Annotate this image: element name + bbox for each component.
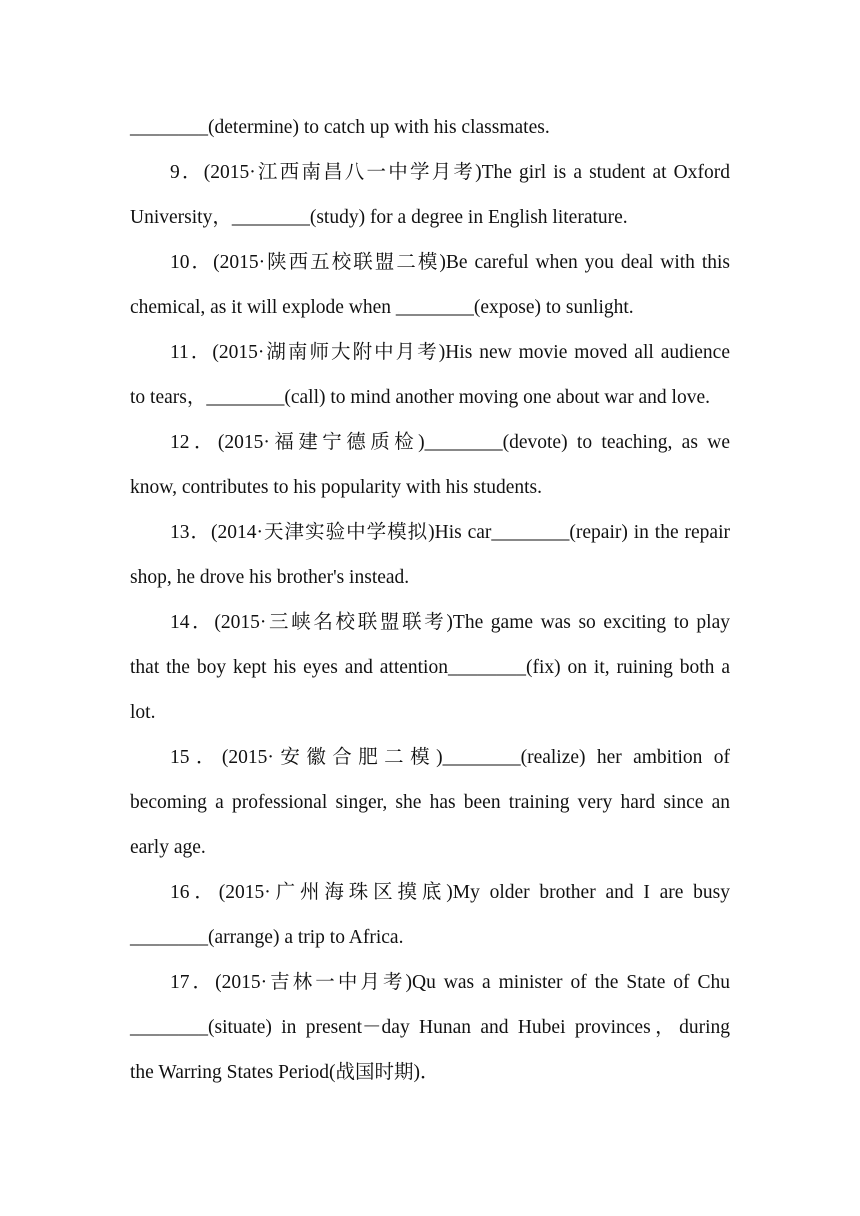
question-10-line-2: chemical, as it will explode when ________(expose) to sunlight. (130, 297, 634, 318)
question-14-line-2: that the boy kept his eyes and attention________(fix) on it, ruining both a (130, 657, 730, 678)
question-17-line-1: 17．(2015·吉林一中月考)Qu was a minister of the State of Chu (170, 972, 730, 993)
question-16-line-2: ________(arrange) a trip to Africa. (130, 927, 404, 948)
question-10-line-1: 10．(2015·陕西五校联盟二模)Be careful when you deal with this (170, 252, 730, 273)
question-17-line-3: the Warring States Period(战国时期)． (130, 1062, 440, 1083)
question-11-line-2: to tears，________(call) to mind another moving one about war and love. (130, 387, 710, 408)
question-11-line-1: 11．(2015·湖南师大附中月考)His new movie moved all audience (170, 342, 730, 363)
question-15-line-1: 15．(2015·安徽合肥二模)________(realize) her ambition of (170, 747, 730, 768)
question-14-line-3: lot. (130, 702, 156, 723)
document-page (130, 105, 730, 1095)
question-13-line-1: 13．(2014·天津实验中学模拟)His car________(repair) in the repair (170, 522, 730, 543)
question-12-line-2: know, contributes to his popularity with his students. (130, 477, 543, 498)
question-9-line-2: University，________(study) for a degree in English literature. (130, 207, 628, 228)
question-16-line-1: 16．(2015·广州海珠区摸底)My older brother and I are busy (170, 882, 730, 903)
question-13-line-2: shop, he drove his brother's instead. (130, 567, 410, 588)
question-15-line-2: becoming a professional singer, she has been training very hard since an (130, 792, 730, 813)
question-12-line-1: 12．(2015·福建宁德质检)________(devote) to teaching, as we (170, 432, 730, 453)
question-15-line-3: early age. (130, 837, 206, 858)
question-17-line-2: ________(situate) in present－day Hunan and Hubei provinces，during (130, 1017, 730, 1038)
text-line-1: ________(determine) to catch up with his classmates. (130, 117, 550, 138)
question-14-line-1: 14．(2015·三峡名校联盟联考)The game was so exciting to play (170, 612, 730, 633)
question-9-line-1: 9．(2015·江西南昌八一中学月考)The girl is a student at Oxford (170, 162, 730, 183)
